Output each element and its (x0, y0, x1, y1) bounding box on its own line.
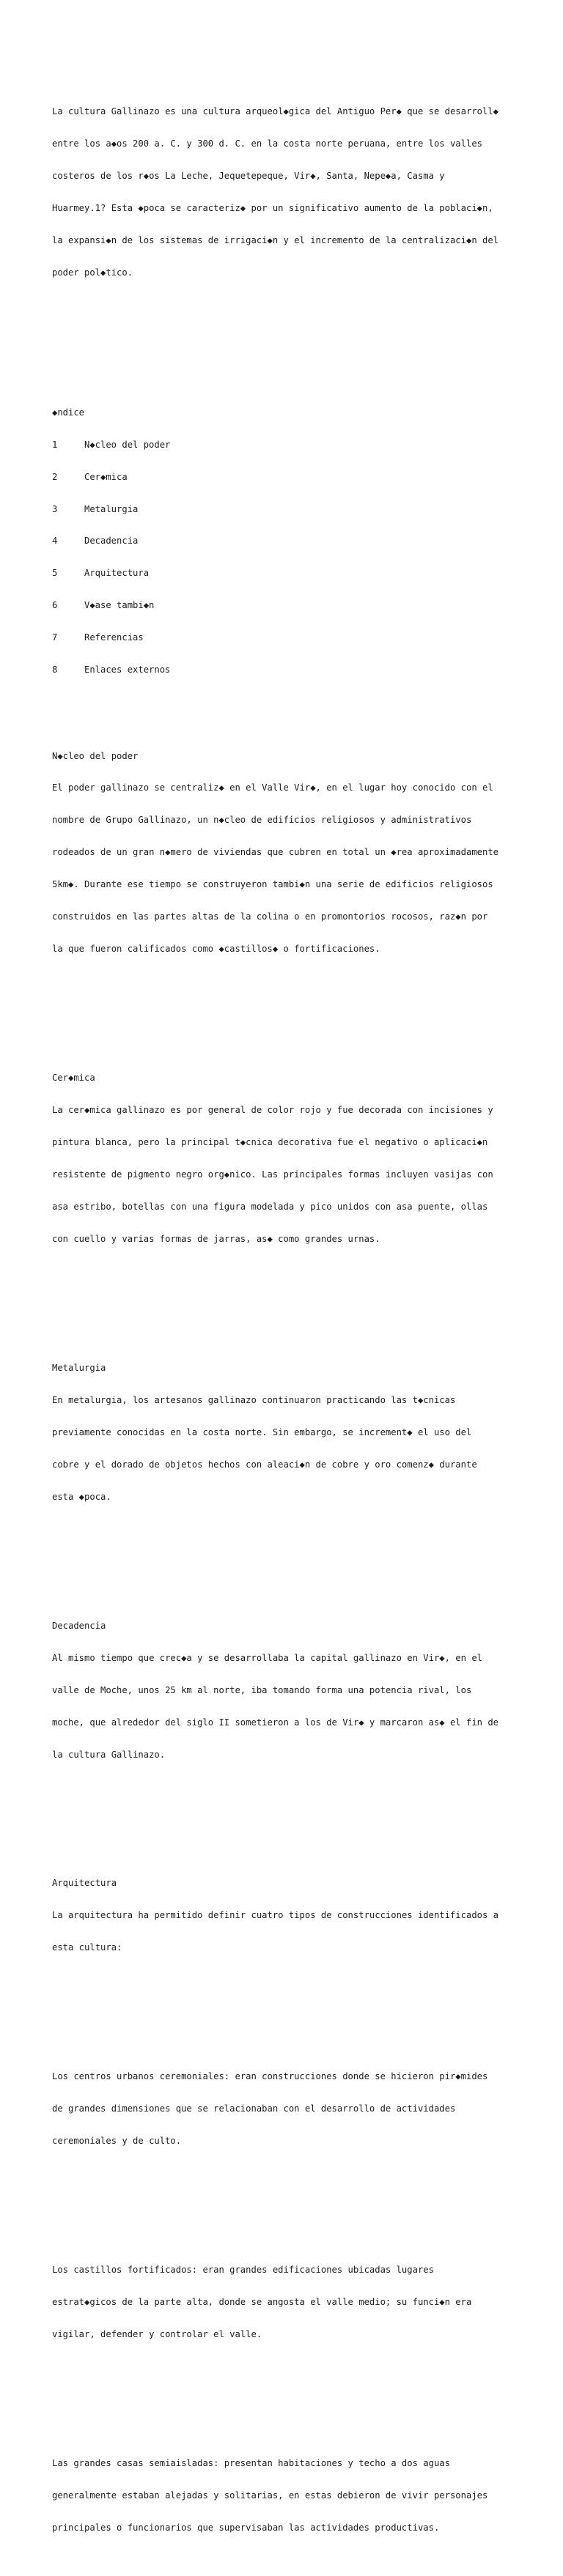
toc-item-number: 4 (52, 536, 58, 547)
text-line: la cultura Gallinazo. (52, 1749, 166, 1760)
toc-item (52, 600, 521, 611)
toc-item (52, 536, 521, 547)
toc-item (52, 440, 521, 451)
text-line: la expansi◆n de los sistemas de irrigaci◆n y el incremento de la centralizaci◆n del (52, 235, 499, 246)
section-heading: Arquitectura (52, 1878, 117, 1889)
toc-item-number: 7 (52, 632, 58, 643)
text-line: Los castillos fortificados: eran grandes edificaciones ubicadas lugares (52, 2264, 434, 2275)
toc-item-label: Decadencia (84, 536, 139, 547)
text-line: ceremoniales y de culto. (52, 2136, 182, 2147)
paragraph-casas (52, 2436, 521, 2554)
toc-item-label: Enlaces externos (84, 665, 171, 676)
paragraph-centros (52, 2050, 521, 2168)
text-line: entre los a◆os 200 a. C. y 300 d. C. en la costa norte peruana, entre los valles (52, 138, 482, 149)
table-of-contents (52, 385, 521, 697)
section-arquitectura (52, 1857, 521, 1974)
toc-item-label: V◆ase tambi◆n (84, 600, 155, 611)
text-line: la que fueron calificados como ◆castillos◆ o fortificaciones. (52, 944, 380, 955)
text-line: La cultura Gallinazo es una cultura arqueol◆gica del Antiguo Per◆ que se desarroll◆ (52, 106, 499, 117)
section-nucleo (52, 729, 521, 976)
toc-item-label: Metalurgia (84, 503, 139, 514)
toc-item-label: Referencias (84, 632, 144, 643)
document-text (52, 53, 521, 2576)
toc-item (52, 568, 521, 579)
text-line: El poder gallinazo se centraliz◆ en el Valle Vir◆, en el lugar hoy conocido con el (52, 782, 493, 793)
text-line: poder pol◆tico. (52, 267, 133, 278)
text-line: generalmente estaban alejadas y solitarias, en estas debieron de vivir personajes (52, 2490, 488, 2501)
section-metalurgia (52, 1341, 521, 1524)
text-line: previamente conocidas en la costa norte. Sin embargo, se increment◆ el uso del (52, 1426, 472, 1437)
section-heading: Decadencia (52, 1620, 106, 1631)
text-line: rodeados de un gran n◆mero de viviendas que cubren en total un ◆rea aproximadamente (52, 847, 499, 858)
text-line: pintura blanca, pero la principal t◆cnica decorativa fue el negativo o aplicaci◆n (52, 1137, 488, 1148)
paragraph-castillos (52, 2243, 521, 2361)
toc-item-number: 6 (52, 600, 58, 611)
toc-item-label: Cer◆mica (84, 471, 128, 482)
text-line: En metalurgia, los artesanos gallinazo continuaron practicando las t◆cnicas (52, 1394, 456, 1405)
toc-item (52, 665, 521, 676)
toc-item (52, 472, 521, 483)
toc-item-number: 1 (52, 439, 58, 450)
section-heading: Cer◆mica (52, 1073, 95, 1084)
toc-item-number: 8 (52, 665, 58, 676)
toc-item-number: 5 (52, 568, 58, 579)
text-line: resistente de pigmento negro org◆nico. Las principales formas incluyen vasijas con (52, 1169, 493, 1180)
toc-item-number: 2 (52, 471, 58, 482)
section-heading: N◆cleo del poder (52, 750, 139, 761)
text-line: esta cultura: (52, 1942, 122, 1953)
text-line: asa estribo, botellas con una figura modelada y pico unidos con asa puente, ollas (52, 1202, 488, 1213)
section-heading: Metalurgia (52, 1362, 106, 1373)
text-line: esta ◆poca. (52, 1491, 111, 1502)
text-line: Huarmey.1? Esta ◆poca se caracteriz◆ por un significativo aumento de la poblaci◆n, (52, 203, 493, 214)
text-line: de grandes dimensiones que se relacionaban con el desarrollo de actividades (52, 2103, 456, 2114)
text-line: Las grandes casas semiaisladas: presentan habitaciones y techo a dos aguas (52, 2457, 450, 2468)
toc-item-label: N◆cleo del poder (84, 439, 171, 450)
toc-item-label: Arquitectura (84, 568, 150, 579)
text-line: Los centros urbanos ceremoniales: eran construcciones donde se hicieron pir◆mides (52, 2071, 488, 2082)
section-ceramica (52, 1051, 521, 1266)
toc-item-number: 3 (52, 503, 58, 514)
text-line: La cer◆mica gallinazo es por general de color rojo y fue decorada con incisiones y (52, 1105, 493, 1116)
text-line: Al mismo tiempo que crec◆a y se desarrollaba la capital gallinazo en Vir◆, en el (52, 1652, 482, 1663)
text-line: estrat◆gicos de la parte alta, donde se angosta el valle medio; su funci◆n era (52, 2296, 472, 2307)
toc-heading: ◆ndice (52, 407, 85, 418)
text-line: con cuello y varias formas de jarras, as◆ como grandes urnas. (52, 1234, 380, 1245)
text-line: nombre de Grupo Gallinazo, un n◆cleo de edificios religiosos y administrativos (52, 815, 472, 826)
text-line: moche, que alrededor del siglo II sometieron a los de Vir◆ y marcaron as◆ el fin de (52, 1717, 499, 1728)
toc-item (52, 632, 521, 643)
text-line: construidos en las partes altas de la colina o en promontorios rocosos, raz◆n por (52, 911, 488, 922)
intro-paragraph (52, 85, 521, 300)
text-line: 5km◆. Durante ese tiempo se construyeron tambi◆n una serie de edificios religiosos (52, 879, 493, 890)
text-line: La arquitectura ha permitido definir cuatro tipos de construcciones identificados a (52, 1910, 499, 1921)
text-line: costeros de los r◆os La Leche, Jequetepeque, Vir◆, Santa, Nepe◆a, Casma y (52, 171, 445, 182)
toc-item (52, 504, 521, 515)
text-line: vigilar, defender y controlar el valle. (52, 2328, 262, 2339)
text-line: principales o funcionarios que supervisaban las actividades productivas. (52, 2522, 440, 2533)
text-line: valle de Moche, unos 25 km al norte, iba tomando forma una potencia rival, los (52, 1684, 472, 1695)
text-line: cobre y el dorado de objetos hechos con aleaci◆n de cobre y oro comenz◆ durante (52, 1459, 477, 1470)
section-decadencia (52, 1599, 521, 1781)
